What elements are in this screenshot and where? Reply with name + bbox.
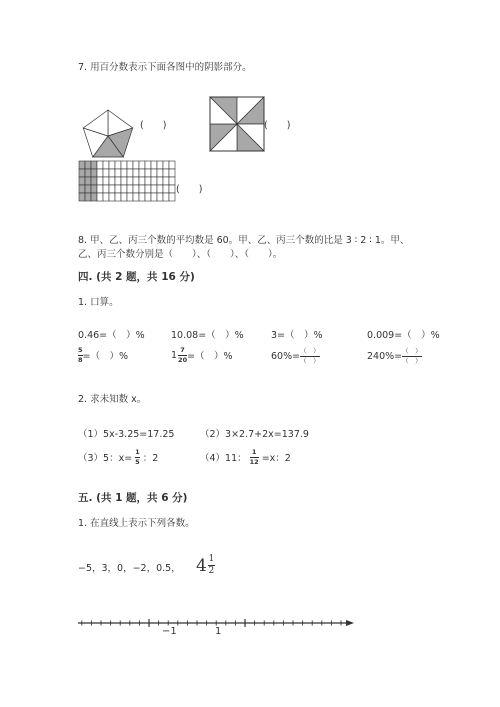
grid-cell — [79, 185, 85, 193]
fraction-denominator: （ ） — [402, 356, 422, 365]
grid-cell — [115, 185, 121, 193]
grid-cell — [127, 169, 133, 177]
blank-fraction[interactable] — [402, 348, 422, 364]
grid-answer-blank[interactable]: ( ) — [176, 184, 203, 195]
mixed-fraction — [208, 555, 215, 576]
calc-item-6 — [171, 347, 233, 363]
grid-cell — [139, 169, 145, 177]
grid-cell — [163, 193, 169, 201]
grid-cell — [127, 177, 133, 185]
calc-item-7-head: 60%= — [271, 350, 301, 362]
grid-cell — [103, 185, 109, 193]
grid-cell — [133, 177, 139, 185]
grid-cell — [121, 193, 127, 201]
section4-q2-title: 2. 求未知数 x。 — [78, 394, 147, 405]
grid-cell — [151, 185, 157, 193]
calc-item-8-head: 240%= — [367, 350, 403, 362]
grid-cell — [133, 185, 139, 193]
grid-cell — [121, 161, 127, 169]
grid-cell — [97, 193, 103, 201]
grid-figure — [78, 160, 178, 204]
grid-cell — [97, 177, 103, 185]
calc-item-2: 10.08=（ ）% — [171, 330, 244, 341]
fraction-numerator: 7 — [180, 346, 185, 354]
grid-cell — [103, 193, 109, 201]
grid-cell — [169, 169, 175, 177]
grid-cell — [79, 161, 85, 169]
fraction-1-5 — [135, 449, 140, 465]
grid-cell — [139, 193, 145, 201]
grid-cell — [157, 161, 163, 169]
fraction-7-20 — [178, 347, 187, 363]
equation-1: （1）5x-3.25=17.25 — [78, 429, 175, 440]
grid-cell — [157, 177, 163, 185]
calc-item-6-tail: =（ ）% — [187, 351, 233, 362]
equation-3-tail: ：2 — [142, 453, 159, 464]
grid-cell — [115, 193, 121, 201]
fraction-numerator: 1 — [251, 448, 257, 456]
fraction-1-12 — [250, 449, 259, 465]
grid-cell — [151, 169, 157, 177]
fraction-numerator: （ ） — [402, 347, 422, 355]
grid-cell — [169, 185, 175, 193]
section5-q1-title: 1. 在直线上表示下列各数。 — [78, 518, 195, 529]
grid-cell — [145, 185, 151, 193]
section4-q1-title: 1. 口算。 — [78, 297, 119, 308]
grid-cell — [91, 177, 97, 185]
grid-cell — [91, 193, 97, 201]
grid-cell — [133, 193, 139, 201]
grid-cell — [97, 169, 103, 177]
calc-item-3: 3=（ ）% — [271, 330, 323, 341]
fraction-denominator: 2 — [208, 566, 215, 576]
grid-cell — [85, 177, 91, 185]
grid-cell — [85, 193, 91, 201]
grid-cell — [121, 169, 127, 177]
grid-cell — [91, 161, 97, 169]
grid-cell — [97, 185, 103, 193]
grid-cell — [91, 169, 97, 177]
equation-4 — [200, 449, 291, 465]
calc-item-1: 0.46=（ ）% — [78, 330, 145, 341]
grid-cell — [157, 169, 163, 177]
grid-cell — [163, 185, 169, 193]
pentagon-answer-blank[interactable]: ( ) — [140, 120, 167, 131]
grid-cell — [169, 177, 175, 185]
grid-cell — [85, 185, 91, 193]
fraction-denominator: 8 — [78, 355, 83, 364]
fraction-denominator: 12 — [249, 457, 259, 466]
fraction-denominator: （ ） — [300, 356, 320, 365]
grid-cell — [121, 177, 127, 185]
grid-cell — [139, 161, 145, 169]
grid-cell — [91, 185, 97, 193]
equation-4-head: （4）11： — [200, 453, 247, 464]
mixed-whole: 4 — [196, 555, 207, 576]
fraction-numerator: 1 — [135, 448, 140, 456]
fraction-numerator: （ ） — [300, 347, 320, 355]
q8-line1: 8. 甲、乙、丙三个数的平均数是 60。甲、乙、丙三个数的比是 3 ∶ 2 ∶ 1。甲、 — [78, 235, 410, 246]
calc-item-7 — [271, 348, 320, 364]
grid-cell — [163, 177, 169, 185]
section5-heading: 五. (共 1 题，共 6 分) — [78, 492, 188, 504]
grid-cell — [133, 161, 139, 169]
grid-cell — [145, 169, 151, 177]
section4-heading: 四. (共 2 题，共 16 分) — [78, 271, 195, 283]
grid-cell — [157, 185, 163, 193]
grid-cell — [127, 193, 133, 201]
calc-item-5 — [78, 347, 128, 363]
grid-cell — [103, 161, 109, 169]
calc-item-8 — [367, 348, 422, 364]
grid-cell — [97, 161, 103, 169]
grid-cell — [163, 161, 169, 169]
axis-arrow — [346, 620, 354, 626]
grid-cell — [127, 161, 133, 169]
grid-cell — [127, 185, 133, 193]
grid-cell — [109, 161, 115, 169]
grid-cell — [109, 185, 115, 193]
square-answer-blank[interactable]: ( ) — [264, 120, 291, 131]
grid-cell — [163, 169, 169, 177]
grid-cell — [121, 185, 127, 193]
grid-cell — [85, 161, 91, 169]
axis-label-1: 1 — [215, 626, 222, 637]
mixed-whole: 1 — [171, 349, 178, 361]
grid-cell — [103, 177, 109, 185]
grid-cell — [79, 177, 85, 185]
grid-cell — [151, 161, 157, 169]
equation-3-head: （3）5：x= — [78, 453, 133, 464]
equation-4-tail: =x：2 — [261, 453, 291, 464]
numbers-list: −5，3，0，−2，0.5， — [78, 563, 181, 574]
fraction-5-8 — [78, 347, 83, 363]
fraction-denominator: 20 — [178, 355, 188, 364]
calc-item-4: 0.009=（ ）% — [367, 330, 440, 341]
grid-cell — [115, 177, 121, 185]
grid-cell — [151, 177, 157, 185]
fraction-numerator: 1 — [208, 554, 215, 564]
grid-cell — [139, 185, 145, 193]
grid-cell — [115, 169, 121, 177]
grid-cell — [103, 169, 109, 177]
square-figure — [209, 96, 265, 152]
calc-item-5-tail: =（ ）% — [82, 351, 129, 362]
grid-cell — [115, 161, 121, 169]
mixed-number-4-1-2 — [196, 555, 215, 576]
q8-line2: 乙、丙三个数分别是（ ）、（ ）、（ ）。 — [78, 249, 283, 260]
grid-cell — [79, 169, 85, 177]
grid-cell — [145, 161, 151, 169]
fraction-numerator: 5 — [78, 346, 83, 354]
grid-cell — [85, 169, 91, 177]
grid-cell — [133, 169, 139, 177]
grid-cell — [157, 193, 163, 201]
grid-cell — [169, 161, 175, 169]
grid-cell — [169, 193, 175, 201]
grid-cell — [151, 193, 157, 201]
grid-cell — [109, 177, 115, 185]
equation-2: （2）3×2.7+2x=137.9 — [200, 429, 309, 440]
grid-cell — [79, 193, 85, 201]
grid-cell — [139, 177, 145, 185]
blank-fraction[interactable] — [300, 348, 320, 364]
pentagon-figure — [78, 105, 138, 165]
q7-title: 7. 用百分数表示下面各图中的阴影部分。 — [78, 62, 252, 73]
grid-cell — [109, 169, 115, 177]
grid-cell — [145, 177, 151, 185]
grid-cell — [109, 193, 115, 201]
axis-label-minus-1: −1 — [162, 626, 177, 637]
equation-3 — [78, 449, 158, 465]
grid-cell — [145, 193, 151, 201]
fraction-denominator: 5 — [135, 457, 140, 466]
